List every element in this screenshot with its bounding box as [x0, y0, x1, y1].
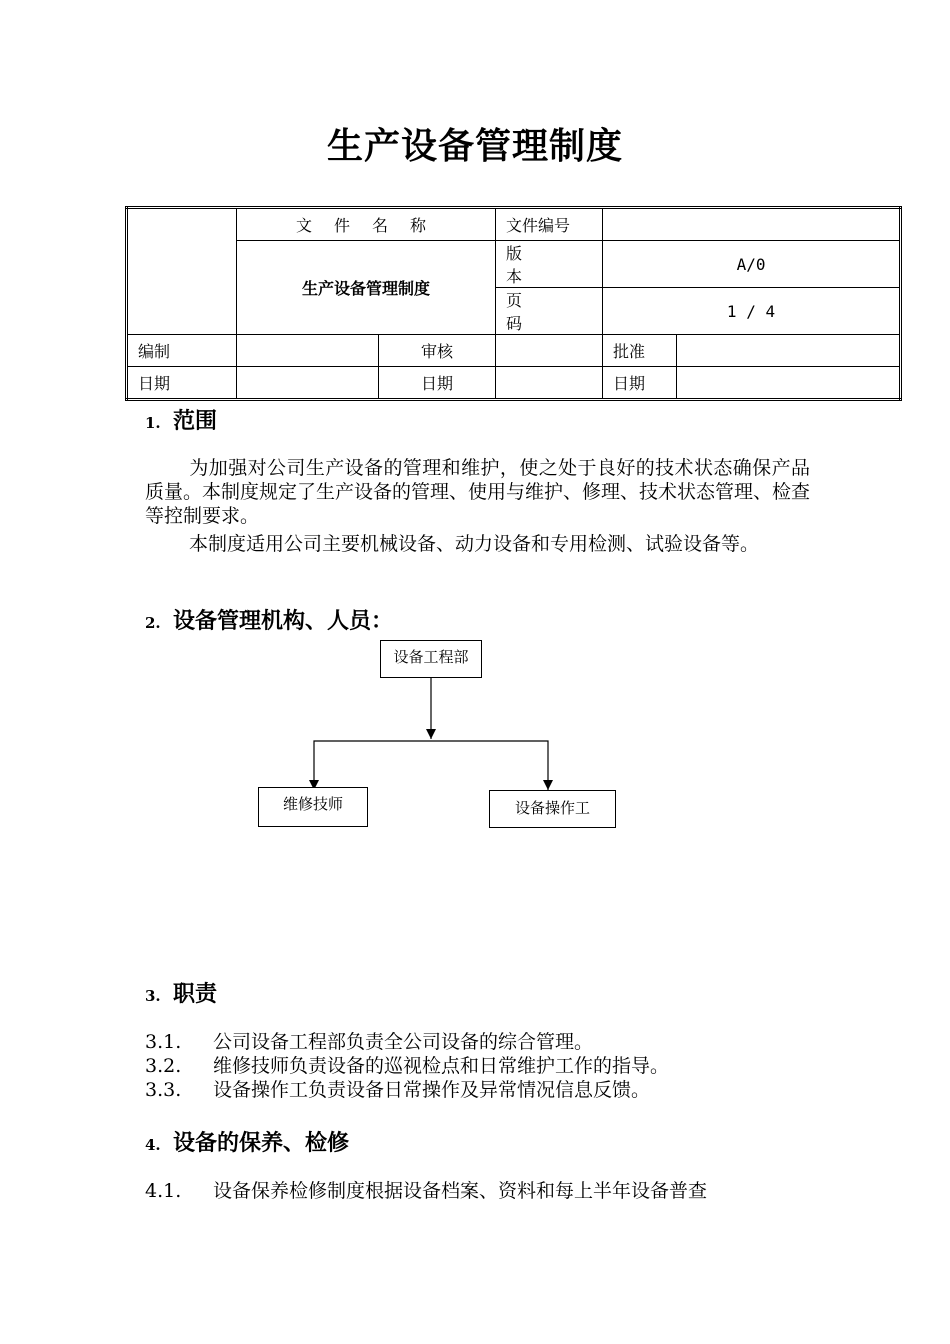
- scope-paragraph: 本制度适用公司主要机械设备、动力设备和专用检测、试验设备等。: [189, 533, 760, 555]
- section-title: 设备的保养、检修: [173, 1131, 350, 1156]
- approved-label: 批准: [603, 335, 677, 367]
- date-label: 日期: [603, 367, 677, 400]
- scope-paragraph: 为加强对公司生产设备的管理和维护，使之处于良好的技术状态确保产品质量。本制度规定了生产设备的管理、使用与维护、修理、技术状态管理、检查等控制要求。: [145, 457, 811, 527]
- date-label: 日期: [127, 367, 237, 400]
- file-no-label: 文件编号: [496, 208, 603, 241]
- section-title: 设备管理机构、人员：: [173, 609, 394, 634]
- page-value: 1 / 4: [603, 288, 901, 335]
- file-name-label: 文件名称: [237, 208, 496, 241]
- section-number: 4.: [145, 1136, 161, 1154]
- connector-line: [314, 741, 548, 790]
- list-item: 3.3. 设备操作工负责设备日常操作及异常情况信息反馈。: [145, 1079, 651, 1101]
- org-box-maintenance-tech: 维修技师: [258, 787, 368, 827]
- prepared-label: 编制: [127, 335, 237, 367]
- page-label: 页码: [496, 288, 603, 335]
- section-title: 范围: [173, 409, 218, 434]
- version-value: A/0: [603, 241, 901, 288]
- org-box-operator: 设备操作工: [489, 790, 616, 828]
- section-number: 3.: [145, 987, 161, 1005]
- document-title: 生产设备管理制度: [326, 126, 623, 167]
- section-number: 2.: [145, 614, 161, 632]
- section-heading: [145, 1126, 349, 1157]
- org-box-equipment-dept: 设备工程部: [380, 640, 482, 678]
- version-label: 版本: [496, 241, 603, 288]
- section-heading: [145, 977, 217, 1008]
- file-name-value: 生产设备管理制度: [237, 241, 496, 335]
- list-item: 3.2. 维修技师负责设备的巡视检点和日常维护工作的指导。: [145, 1055, 670, 1077]
- arrow-head: [426, 729, 436, 739]
- reviewed-label: 审核: [379, 335, 496, 367]
- list-item: 4.1. 设备保养检修制度根据设备档案、资料和每上半年设备普查: [145, 1180, 708, 1202]
- list-item: 3.1. 公司设备工程部负责全公司设备的综合管理。: [145, 1031, 594, 1053]
- section-title: 职责: [173, 982, 218, 1007]
- section-number: 1.: [145, 414, 161, 432]
- date-label: 日期: [379, 367, 496, 400]
- arrow-head: [543, 780, 553, 790]
